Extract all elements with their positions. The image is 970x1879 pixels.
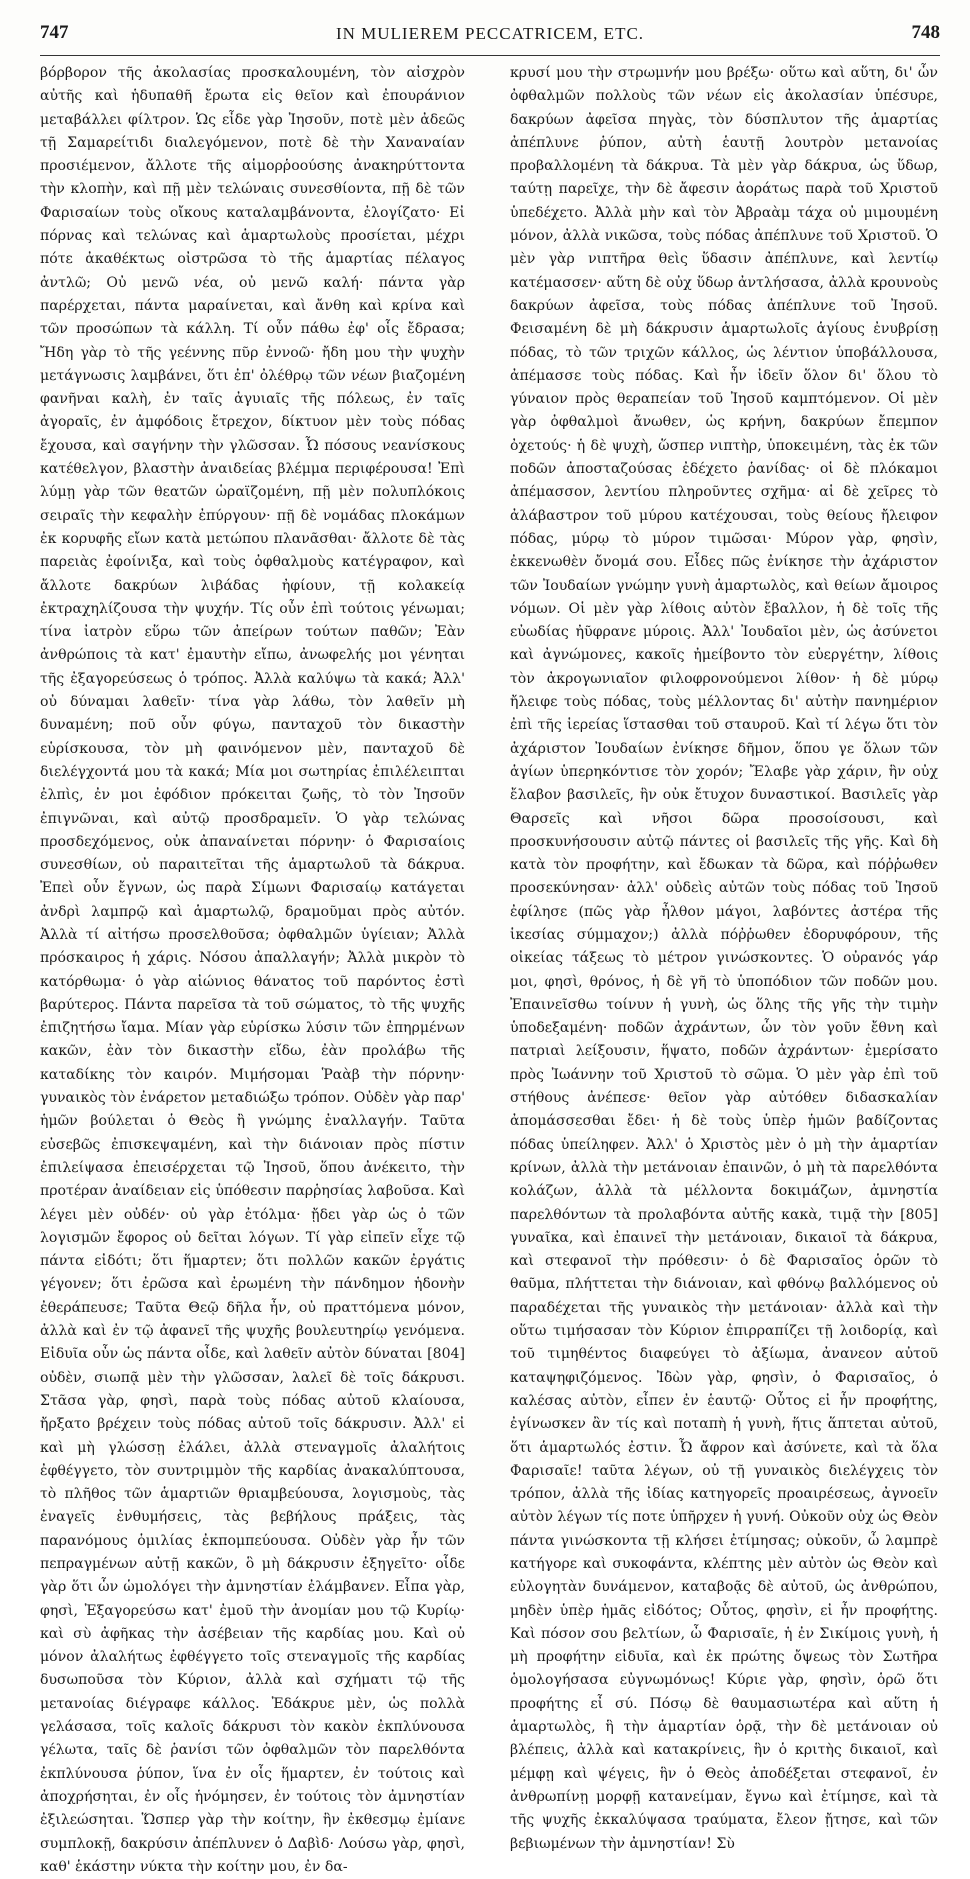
page-number-right: 748 — [911, 22, 940, 43]
running-title: IN MULIEREM PECCATRICEM, ETC. — [335, 24, 645, 43]
running-header — [40, 22, 940, 46]
page-number-left: 747 — [40, 22, 69, 43]
column-right-text: κρυσί μου τὴν στρωμνήν μου βρέξω· οὕτω καὶ αὕτη, δι' ὧν ὀφθαλμῶν πολλοὺς τῶν νέων εἰς ἀκολασίαν ὑπέσυρε, δακρύων ἀφεῖσα πηγὰς, τὸν δύσπλυτον τῆς ἁμαρτίας ἀπέπλυνε ῥύπον, αὐτὴ ἑαυτῇ λουτρὸν μετανοίας προβαλλομένη τὰ δάκρυα. Τὰ μὲν γὰρ δάκρυα, ὡς ὕδωρ, ταύτῃ παρεῖχε, τὴν δὲ ἄφεσιν ἀοράτως παρὰ τοῦ Χριστοῦ ὑπεδέχετο. Ἀλλὰ μὴν καὶ τὸν Ἀβραὰμ τάχα οὐ μιμουμένη μόνον, ἀλλὰ νικῶσα, τοὺς πόδας ἀπέπλυνε τοῦ Χριστοῦ. Ὁ μὲν γὰρ νιπτῆρα θεὶς ὕδασιν ἀπέπλυνε, καὶ λεντίῳ κατέμασσεν· αὕτη δὲ οὐχ ὕδωρ ἀντλήσασα, ἀλλὰ κρουνοὺς δακρύων ἀφεῖσα, τοὺς πόδας ἀπέπλυνε τοῦ Ἰησοῦ. Φεισαμένη δὲ μὴ δάκρυσιν ἁμαρτωλοῖς ἁγίους ἐνυβρίσῃ πόδας, τὸ τῶν τριχῶν κάλλος, ὡς λέντιον ὑποβάλλουσα, ἀπέμασσε τοὺς πόδας. Καὶ ἦν ἰδεῖν ὅλον δι' ὅλου τὸ γύναιον πρὸς θεραπείαν τοῦ Ἰησοῦ καμπτόμενον. Οἱ μὲν γὰρ ὀφθαλμοὶ ἄνωθεν, ὡς κρήνη, δακρύων ἔπεμπον ὀχετούς· ἡ δὲ ψυχὴ, ὥσπερ νιπτὴρ, ὑποκειμένη, τὰς ἐκ τῶν ποδῶν ἀποσταζούσας ἐδέχετο ῥανίδας· οἱ δὲ πλόκαμοι ἀπέμασσον, λεντίου πληροῦντες σχῆμα· αἱ δὲ χεῖρες τὸ ἀλάβαστρον τοῦ μύρου κατέχουσαι, τοὺς θείους ἤλειφον πόδας, μύρῳ τὸ μύρον τιμῶσαι· Μύρον γὰρ, φησὶν, ἐκκενωθὲν ὄνομά σου. Εἶδες πῶς ἐνίκησε τὴν ἀχάριστον τῶν Ἰουδαίων γνώμην γυνὴ ἁμαρτωλὸς, καὶ θείων ἄμοιρος νόμων. Οἱ μὲν γὰρ λίθοις αὐτὸν ἔβαλλον, ἡ δὲ τοῖς τῆς εὐωδίας ἠῦφρανε μύροις. Ἀλλ' Ἰουδαῖοι μὲν, ὡς ἀσύνετοι καὶ ἀγνώμονες, κακοῖς ἠμείβοντο τὸν εὐεργέτην, λίθοις τὸν ἀκρογωνιαῖον φιλοφρονούμενοι λίθον· ἡ δὲ μύρῳ ἤλειφε τοὺς πόδας, τοὺς μέλλοντας δι' αὐτὴν πανημέριον ἐπὶ τῆς ἱερείας ἵστασθαι τοῦ σταυροῦ. Καὶ τί λέγω ὅτι τὸν ἀχάριστον Ἰουδαίων ἐνίκησε δῆμον, ὅπου γε ὅλων τῶν ἁγίων ὑπερηκόντισε τὸν χορόν; Ἔλαβε γὰρ χάριν, ἣν οὐχ ἔλαβον βασιλεῖς, ἣν οὐκ ἔτυχον δυναστικοί. Βασιλεῖς γὰρ Θαρσεῖς καὶ νῆσοι δῶρα προσοίσουσι, καὶ προσκυνήσουσιν αὐτῷ πάντες οἱ βασιλεῖς τῆς γῆς. Καὶ δὴ κατὰ τὸν προφήτην, καὶ ἔδωκαν τὰ δῶρα, καὶ πόῤῥωθεν προσεκύνησαν· ἀλλ' οὐδεὶς αὐτῶν τοὺς πόδας τοῦ Ἰησοῦ ἐφίλησε (πῶς γὰρ ἦλθον μάγοι, λαβόντες ἀστέρα τῆς ἱκεσίας σύμμαχον;) ἀλλὰ πόῤῥωθεν ἐδορυφόρουν, τῆς οἰκείας τάξεως τὸ μέτρον γινώσκοντες. Ὁ οὐρανός γάρ μοι, φησὶ, θρόνος, ἡ δὲ γῆ τὸ ὑποπόδιον τῶν ποδῶν μου. Ἐπαινεῖσθω τοίνυν ἡ γυνὴ, ὡς ὅλης τῆς γῆς τὴν τιμὴν ὑποδεξαμένη· ποδῶν ἀχράντων, ὧν τὸν γοῦν ἔθνη καὶ πατριαὶ λείξουσιν, ἥψατο, ποδῶν ἀχράντων· ἐμερίσατο πρὸς Ἰωάννην τοῦ Χριστοῦ τὸ σῶμα. Ὁ μὲν γὰρ ἐπὶ τοῦ στήθους ἀνέπεσε· θεῖον γὰρ αὐτόθεν διδασκαλίαν ἀπομάσσεσθαι ἔδει· ἡ δὲ τοὺς ὑπὲρ ἡμῶν βαδίζοντας πόδας ὑπείληφεν. Ἀλλ' ὁ Χριστὸς μὲν ὁ μὴ τὴν ἁμαρτίαν κρίνων, ἀλλὰ τὴν μετάνοιαν ἐπαινῶν, ὁ μὴ τὰ παρελθόντα κολάζων, ἀλλὰ τὰ μέλλοντα δοκιμάζων, ἀμνηστία παρελθόντων τὰ προλαβόντα αὐτῆς κακὰ, τιμᾷ τὴν [805] γυναῖκα, καὶ ἐπαινεῖ τὴν μετάνοιαν, δικαιοῖ τὰ δάκρυα, καὶ στεφανοῖ τὴν πρόθεσιν· ὁ δὲ Φαρισαῖος ὁρῶν τὸ θαῦμα, πλήττεται τὴν διάνοιαν, καὶ φθόνῳ βαλλόμενος οὐ παραδέχεται τῆς γυναικὸς τὴν μετάνοιαν· ἀλλὰ καὶ τὴν οὕτω τιμήσασαν τὸν Κύριον ἐπιρραπίζει τῇ λοιδορίᾳ, καὶ τοῦ τιμηθέντος διαφεύγει τὸ ἀξίωμα, ἀνανεον αὐτοῦ καταψηφιζόμενος. Ἰδὼν γὰρ, φησὶν, ὁ Φαρισαῖος, ὁ καλέσας αὐτὸν, εἶπεν ἐν ἑαυτῷ· Οὗτος εἰ ἦν προφήτης, ἐγίνωσκεν ἂν τίς καὶ ποταπὴ ἡ γυνὴ, ἥτις ἅπτεται αὐτοῦ, ὅτι ἁμαρτωλός ἐστιν. Ὦ ἄφρον καὶ ἀσύνετε, καὶ τὰ ὅλα Φαρισαῖε! ταῦτα λέγων, οὐ τῇ γυναικὸς διελέγχεις τὸν τρόπον, ἀλλὰ τῆς ἰδίας κατηγορεῖς προαιρέσεως, ἀγνοεῖν αὐτὸν λέγων τίς ποτε ὑπῆρχεν ἡ γυνή. Οὐκοῦν οὐχ ὡς Θεὸν πάντα γινώσκοντα τῇ κλήσει ἐτίμησας; οὐκοῦν, ὦ λαμπρὲ κατήγορε καὶ συκοφάντα, κλέπτης μὲν αὐτὸν ὡς Θεὸν καὶ εὐλογητὰν δυνάμενον, καταβοᾷς δὲ αὐτοῦ, ὡς ἀνθρώπου, μηδὲν ὑπὲρ ἡμᾶς εἰδότος; Οὗτος, φησὶν, εἰ ἦν προφήτης. Καὶ πόσον σου βελτίων, ὦ Φαρισαῖε, ἡ ἐν Σικίμοις γυνὴ, ἡ μὴ προφήτην εἰδυῖα, καὶ ἐκ πρώτης ὄψεως τὸν Σωτῆρα ὁμολογήσασα εὐγνωμόνως! Κύριε γὰρ, φησὶν, ὁρῶ ὅτι προφήτης εἶ σύ. Πόσῳ δὲ θαυμασιωτέρα καὶ αὕτη ἡ ἁμαρτωλὸς, ἣ τὴν ἁμαρτίαν ὁρᾷ, τὴν δὲ μετάνοιαν οὐ βλέπεις, ἀλλὰ καὶ κατακρίνεις, ἣν ὁ κριτὴς δικαιοῖ, καὶ μέμφῃ καὶ ψέγεις, ἣν ὁ Θεὸς ἀποδέξεται στεφανοῖ, ἐν ἀνθρωπίνῃ μορφῇ κατανείμαν, ἔγνω καὶ ἐτίμησε, καὶ τὰ τῆς ψυχῆς ἐκκαλύψασα τραύματα, ἔλεον ᾔτησε, καὶ τῶν βεβιωμένων τὴν ἀμνηστίαν! Σὺ — [510, 65, 938, 1852]
header-rule — [40, 55, 940, 56]
column-left-text: βόρβορον τῆς ἀκολασίας προσκαλουμένη, τὸν αἰσχρὸν αὐτῆς καὶ ἡδυπαθῆ ἔρωτα εἰς θεῖον καὶ ἐπουράνιον μεταβάλλει φίλτρον. Ὡς εἶδε γὰρ Ἰησοῦν, ποτὲ μὲν ἀδεῶς τῇ Σαμαρείτιδι διαλεγόμενον, ποτὲ δὲ τὴν Χαναναίαν προσιέμενον, ἄλλοτε τῆς αἱμορῥοούσης ἀνακηρύττοντα τὴν κλοπὴν, καὶ πῇ μὲν τελώναις συνεσθίοντα, πῇ δὲ τῶν Φαρισαίων τοὺς οἴκους καταλαμβάνοντα, ἐλογίζατο· Εἰ πόρνας καὶ τελώνας καὶ ἁμαρτωλοὺς προσίεται, μέχρι πότε ἀκαθέκτως οἰστρῶσα τὸ τῆς ἁμαρτίας πέλαγος ἀντλῶ; Οὐ μενῶ νέα, οὐ μενῶ καλή· πάντα γὰρ παρέρχεται, πάντα μαραίνεται, καὶ ἄνθη καὶ κρίνα καὶ τῶν προσώπων τὰ κάλλη. Τί οὖν πάθω ἐφ' οἷς ἔδρασα; Ἤδη γὰρ τὸ τῆς γεέννης πῦρ ἐννοῶ· ἤδη μου τὴν ψυχὴν μετάγνωσις λαμβάνει, ὅτι ἐπ' ὀλέθρῳ τῶν νέων βιαζομένη φανῆναι καλὴ, ἐν ταῖς ἀγυιαῖς τῆς πόλεως, ἐν ταῖς ἀγοραῖς, ἐν ἀμφόδοις ἔτρεχον, δίκτυον μὲν τοὺς πόδας ἔχουσα, καὶ σαγήνην τὴν γλῶσσαν. Ὦ πόσους νεανίσκους κατέθελγον, βλαστὴν ἀναιδείας βλέμμα περιφέρουσα! Ἐπὶ λύμῃ γὰρ τῶν θεατῶν ὡραϊζομένη, πῇ μὲν πολυπλόκοις σειραῖς τὴν κεφαλὴν ἐπύργουν· πῇ δὲ νομάδας πλοκάμων ἐκ κορυφῆς εἴων κατὰ μετώπου πλανᾶσθαι· ἄλλοτε δὲ τὰς παρειὰς ἐφοίνιξα, καὶ τοὺς ὀφθαλμοὺς κατέγραφον, καὶ ἄλλοτε δακρύων λιβάδας ἠφίουν, τῇ κολακείᾳ ἐκτραχηλίζουσα τὴν ψυχήν. Τίς οὖν ἐπὶ τούτοις γένωμαι; τίνα ἰατρὸν εὕρω τῶν ἀπείρων τούτων παθῶν; Ἐὰν ἀνθρώποις τὰ κατ' ἐμαυτὴν εἴπω, ἀνωφελής μοι γένηται τῆς ἐξαγορεύσεως ὁ τρόπος. Ἀλλὰ καλύψω τὰ κακά; Ἀλλ' οὐ δύναμαι λαθεῖν· τίνα γὰρ λάθω, τὸν λαθεῖν μὴ δυναμένη; ποῦ οὖν φύγω, πανταχοῦ τὸν δικαστὴν εὑρίσκουσα, τὸν μὴ φαινόμενον μὲν, πανταχοῦ δὲ διελέγχοντά μου τὰ κακά; Μία μοι σωτηρίας ἐπιλέλειπται ἐλπὶς, ἐν μοι ἐφόδιον πρόκειται ζωῆς, τὸ τὸν Ἰησοῦν ἐπιγνῶναι, καὶ αὐτῷ προσδραμεῖν. Ὁ γὰρ τελώνας προσδεχόμενος, οὐκ ἀπαναίνεται πόρνην· ὁ Φαρισαίοις συνεσθίων, οὐ παραιτεῖται τῆς ἁμαρτωλοῦ τὰ δάκρυα. Ἐπεὶ οὖν ἔγνων, ὡς παρὰ Σίμωνι Φαρισαίῳ κατάγεται ἀνδρὶ λαμπρῷ καὶ ἁμαρτωλῷ, δραμοῦμαι πρὸς αὐτόν. Ἀλλὰ τί αἰτήσω προσελθοῦσα; ὀφθαλμῶν ὑγίειαν; Ἀλλὰ πρόσκαιρος ἡ χάρις. Νόσου ἀπαλλαγήν; Ἀλλὰ μικρὸν τὸ κατόρθωμα· ὁ γὰρ αἰώνιος θάνατος τοῦ παρόντος ἐστὶ βαρύτερος. Πάντα παρεῖσα τὰ τοῦ σώματος, τὸ τῆς ψυχῆς ἐπιζητήσω ἴαμα. Μίαν γὰρ εὑρίσκω λύσιν τῶν ἐπηρμένων κακῶν, ἐὰν τὸν δικαστὴν εἴδω, ἐὰν προλάβω τῆς καταδίκης τὸν καιρόν. Μιμήσομαι Ῥαὰβ τὴν πόρνην· γυναικὸς τὸν ἐνάρετον μεταδιώξω τρόπον. Οὐδὲν γὰρ παρ' ἡμῶν βούλεται ὁ Θεὸς ἢ γνώμης ἐναλλαγήν. Ταῦτα εὐσεβῶς ἐπισκεψαμένη, καὶ τὴν διάνοιαν πρὸς πίστιν ἐπιλείψασα ἐπεισέρχεται τῷ Ἰησοῦ, ὅπου ἀνέκειτο, τὴν προτέραν ἀναίδειαν εἰς ὑπόθεσιν παρῥησίας λαβοῦσα. Καὶ λέγει μὲν οὐδέν· οὐ γὰρ ἐτόλμα· ᾔδει γὰρ ὡς ὁ τῶν λογισμῶν ἔφορος οὐ δεῖται λόγων. Τί γὰρ εἰπεῖν εἶχε τῷ πάντα εἰδότι; ὅτι ἥμαρτεν; ὅτι πολλῶν κακῶν ἐργάτις γέγονεν; ὅτι ἐρῶσα καὶ ἐρωμένη τὴν πάνδημον ἡδονὴν ἐθεράπευσε; Ταῦτα Θεῷ δῆλα ἦν, οὐ πραττόμενα μόνον, ἀλλὰ καὶ ἐν τῷ ἀφανεῖ τῆς ψυχῆς βουλευτηρίῳ γενόμενα. Εἰδυῖα οὖν ὡς πάντα οἶδε, καὶ λαθεῖν αὐτὸν δύναται [804] οὐδὲν, σιωπᾷ μὲν τὴν γλῶσσαν, λαλεῖ δὲ τοῖς δάκρυσι. Στᾶσα γὰρ, φησὶ, παρὰ τοὺς πόδας αὐτοῦ κλαίουσα, ἤρξατο βρέχειν τοὺς πόδας αὐτοῦ τοῖς δάκρυσιν. Ἀλλ' εἰ καὶ μὴ γλώσσῃ ἐλάλει, ἀλλὰ στεναγμοῖς ἀλαλήτοις ἐφθέγγετο, τὸν συντριμμὸν τῆς καρδίας ἀνακαλύπτουσα, τὸ πλῆθος τῶν ἁμαρτιῶν θριαμβεύουσα, λογισμοὺς, τὰς ἐναγεῖς ἐνθυμήσεις, τὰς βεβήλους πράξεις, τὰς παρανόμους ὁμιλίας ἐκπομπεύουσα. Οὐδὲν γὰρ ἦν τῶν πεπραγμένων αὐτῇ κακῶν, ὃ μὴ δάκρυσιν ἐξηγεῖτο· οἷδε γὰρ ὅτι ὧν ὡμολόγει τὴν ἀμνηστίαν ἐλάμβανεν. Εἶπα γὰρ, φησὶ, Ἐξαγορεύσω κατ' ἐμοῦ τὴν ἀνομίαν μου τῷ Κυρίῳ· καὶ σὺ ἀφῆκας τὴν ἀσέβειαν τῆς καρδίας μου. Καὶ οὐ μόνον ἀλαλήτως ἐφθέγγετο τοῖς στεναγμοῖς τῆς καρδίας δυσωποῦσα τὸν Κύριον, ἀλλὰ καὶ σχήματι τῷ τῆς μετανοίας διέγραφε κάλλος. Ἐδάκρυε μὲν, ὡς πολλὰ γελάσασα, τοῖς καλοῖς δάκρυσι τὸν κακὸν ἐκπλύνουσα γέλωτα, ταῖς δὲ ῥανίσι τῶν ὀφθαλμῶν τὸν παρελθόντα ἐκπλύνουσα ῥύπον, ἵνα ἐν οἷς ἥμαρτεν, ἐν τούτοις καὶ ἀποχρήσηται, ἐν οἷς ἡνόμησεν, ἐν τούτοις τὸν ἀμνηστίαν ἐξιλεώσηται. Ὥσπερ γὰρ τὴν κοίτην, ἣν ἐκθεσμῳ ἐμίανε συμπλοκῇ, δακρύσιν ἀπέπλυνεν ὁ Δαβὶδ· Λούσω γὰρ, φησὶ, καθ' ἑκάστην νύκτα τὴν κοίτην μου, ἐν δα- — [40, 65, 465, 1875]
text-column-right — [510, 62, 938, 1852]
text-column-left — [40, 62, 465, 1875]
